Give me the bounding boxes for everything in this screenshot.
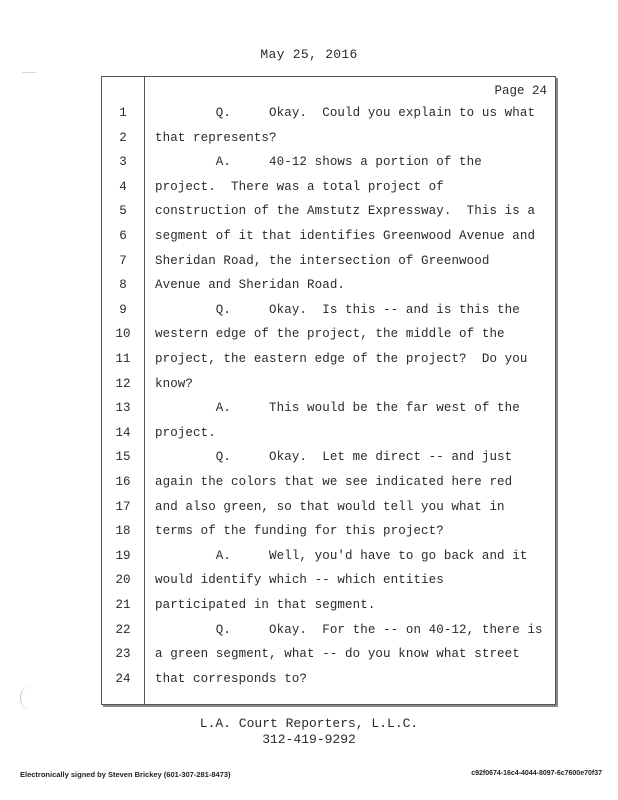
transcript-line: Q. Okay. Let me direct -- and just <box>155 450 513 465</box>
transcript-line: Q. Okay. Is this -- and is this the <box>155 302 520 317</box>
transcript-line: project. <box>155 425 216 440</box>
line-number: 18 <box>115 524 131 539</box>
transcript-line: a green segment, what -- do you know what street <box>155 647 520 662</box>
transcript-line: project. There was a total project of <box>155 179 444 194</box>
transcript-line: again the colors that we see indicated here red <box>155 475 513 489</box>
transcript-line: A. 40-12 shows a portion of the <box>155 155 482 170</box>
header-date: May 25, 2016 <box>260 47 358 62</box>
transcript-line: terms of the funding for this project? <box>155 524 444 539</box>
line-number: 8 <box>119 278 127 293</box>
footer-firm-name: L.A. Court Reporters, L.L.C. <box>199 716 419 731</box>
page-number: Page 24 <box>494 84 547 98</box>
transcript-line: construction of the Amstutz Expressway. This is a <box>155 204 536 219</box>
transcript-line: that represents? <box>155 130 277 145</box>
line-number: 11 <box>115 352 131 366</box>
scan-mark <box>22 72 36 73</box>
transcript-line: segment of it that identifies Greenwood Avenue and <box>155 229 536 243</box>
line-number: 1 <box>119 106 127 120</box>
document-id: c92f0674-16c4-4044-8097-6c7600e70f37 <box>471 770 602 777</box>
transcript-line: Avenue and Sheridan Road. <box>155 278 346 293</box>
line-number: 20 <box>115 573 131 588</box>
transcript-line: participated in that segment. <box>155 598 376 612</box>
line-number: 22 <box>115 622 131 637</box>
line-number: 13 <box>115 401 131 416</box>
line-number: 17 <box>115 499 131 514</box>
transcript-line: A. This would be the far west of the <box>155 401 520 416</box>
line-number: 10 <box>115 327 131 342</box>
line-number: 3 <box>119 155 127 170</box>
transcript-line: know? <box>155 376 194 391</box>
line-number: 14 <box>115 425 131 440</box>
line-number: 15 <box>115 450 131 465</box>
transcript-line: would identify which -- which entities <box>155 573 444 588</box>
line-number: 6 <box>119 229 127 243</box>
line-number: 7 <box>119 253 127 268</box>
line-number: 9 <box>119 302 127 317</box>
footer-phone: 312-419-9292 <box>262 732 356 747</box>
transcript-page-box <box>101 76 556 705</box>
line-number: 4 <box>119 179 127 194</box>
line-number-divider <box>144 77 145 704</box>
transcript-line: Q. Okay. For the -- on 40-12, there is <box>155 622 543 637</box>
transcript-line: Q. Okay. Could you explain to us what <box>155 106 536 120</box>
transcript-line: that corresponds to? <box>155 671 308 686</box>
electronic-signature-note: Electronically signed by Steven Brickey (601-307-281-8473) <box>20 770 231 779</box>
transcript-line: project, the eastern edge of the project? Do you <box>155 352 528 366</box>
line-number: 16 <box>115 475 131 489</box>
line-number: 21 <box>115 598 131 612</box>
transcript-line: A. Well, you'd have to go back and it <box>155 548 528 563</box>
line-number: 19 <box>115 548 131 563</box>
line-number: 5 <box>119 204 127 219</box>
line-number: 24 <box>115 671 131 686</box>
line-number: 2 <box>119 130 127 145</box>
transcript-line: Sheridan Road, the intersection of Greenwood <box>155 253 490 268</box>
line-number: 12 <box>115 376 131 391</box>
transcript-line: western edge of the project, the middle of the <box>155 327 505 342</box>
transcript-line: and also green, so that would tell you what in <box>155 499 505 514</box>
line-number: 23 <box>115 647 131 662</box>
hole-punch-mark <box>20 686 39 710</box>
